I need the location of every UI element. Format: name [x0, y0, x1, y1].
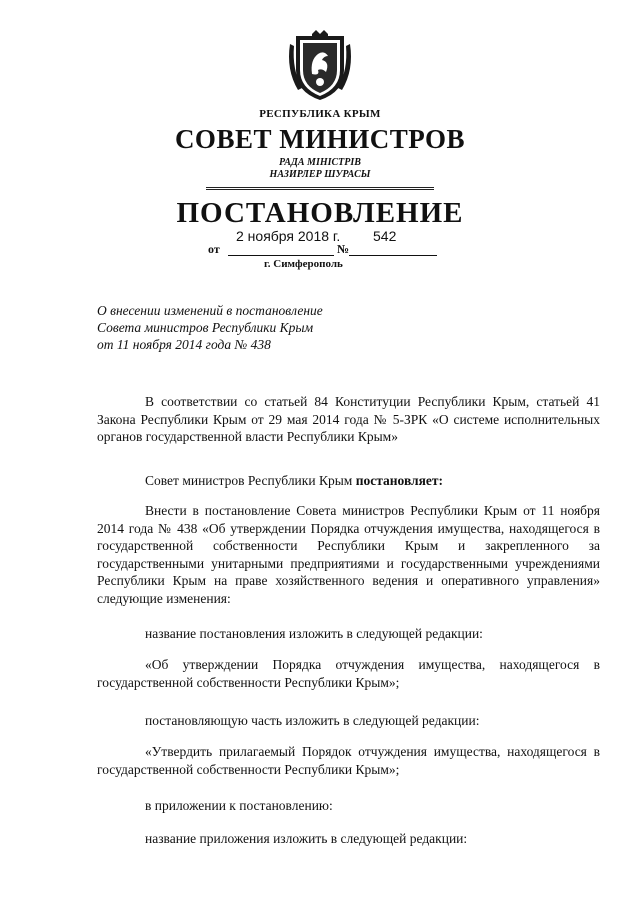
body-paragraph: название постановления изложить в следующей редакции: — [145, 626, 483, 641]
amendment-paragraph: Внести в постановление Совета министров Республики Крым от 11 ноября 2014 года № 438 «Об утверждении Порядка отчуждения имущества, находящегося в государственной собственности Республики Крым и закрепленного за государственными унитарными предприятиями и государственными учреждениями Республики Крым на праве хозяйственного ведения и оперативного управления» следующие изменения: — [97, 503, 600, 606]
title-line: от 11 ноября 2014 года № 438 — [97, 337, 271, 352]
decree-city: г. Симферополь — [264, 258, 343, 270]
body-paragraph: в приложении к постановлению: — [145, 798, 333, 813]
decree-date: 2 ноября 2018 г. — [236, 228, 341, 244]
number-prefix: № — [337, 242, 350, 256]
header-divider-2 — [206, 189, 434, 190]
date-underline — [228, 255, 334, 256]
council-name-crh: НАЗИРЛЕР ШУРАСЫ — [269, 169, 371, 180]
decree-number: 542 — [373, 228, 397, 244]
number-underline — [349, 255, 437, 256]
resolves-paragraph — [97, 472, 600, 490]
resolves-text: Совет министров Республики Крым — [145, 473, 353, 488]
header-divider — [206, 187, 434, 188]
body-paragraph: название приложения изложить в следующей редакции: — [145, 831, 468, 846]
preamble-paragraph: В соответствии со статьей 84 Конституции Республики Крым, статьей 41 Закона Республики Крым от 29 мая 2014 года № 5-ЗРК «О системе исполнительных органов государственной власти Республики Крым» — [97, 394, 600, 445]
council-name-ua: РАДА МІНІСТРІВ — [279, 157, 361, 168]
body-paragraph: «Об утверждении Порядка отчуждения имущества, находящегося в государственной собственности Республики Крым»; — [97, 657, 600, 690]
body-paragraph: постановляющую часть изложить в следующей редакции: — [145, 713, 480, 728]
crimea-coat-of-arms-icon — [286, 30, 354, 102]
resolves-keyword: постановляет: — [355, 473, 444, 488]
decree-type: ПОСТАНОВЛЕНИЕ — [176, 197, 464, 229]
republic-name: РЕСПУБЛИКА КРЫМ — [259, 108, 381, 120]
council-name: СОВЕТ МИНИСТРОВ — [174, 124, 466, 154]
body-paragraph: «Утвердить прилагаемый Порядок отчуждения имущества, находящегося в государственной собственности Республики Крым»; — [97, 744, 600, 777]
title-line: Совета министров Республики Крым — [97, 320, 314, 335]
date-prefix: от — [208, 242, 220, 256]
title-line: О внесении изменений в постановление — [97, 303, 323, 318]
decree-title — [97, 302, 417, 353]
